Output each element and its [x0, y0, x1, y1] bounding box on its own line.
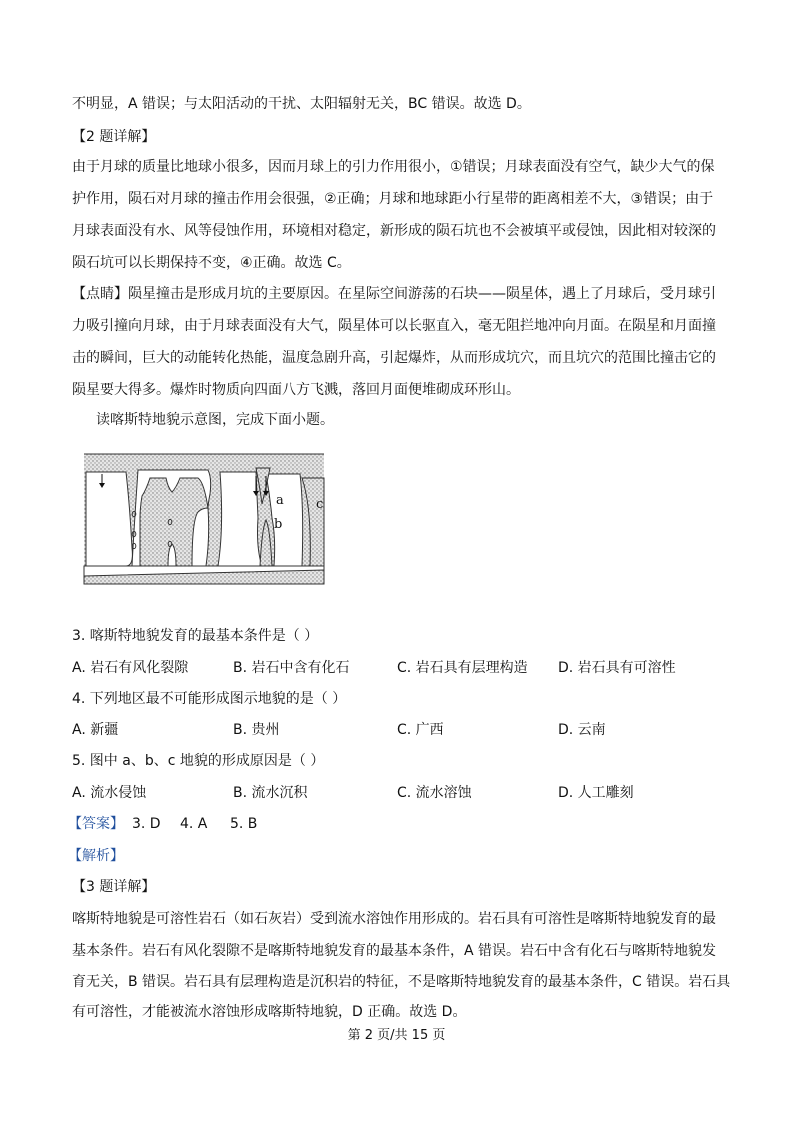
question-5: 5. 图中 a、b、c 地貌的形成原因是（ ） [72, 753, 325, 769]
paragraph-line: 护作用，陨石对月球的撞击作用会很强，②正确；月球和地球距小行星带的距离相差不大，③错误；由于 [72, 191, 714, 207]
q4-option-a: A. 新疆 [72, 722, 119, 738]
answer-5: 5. B [230, 816, 258, 832]
label-a: a [276, 493, 284, 508]
q5-option-d: D. 人工雕刻 [558, 785, 634, 801]
q3-option-c: C. 岩石具有层理构造 [397, 660, 528, 676]
paragraph-line: 育无关，B 错误。岩石具有层理构造是沉积岩的特征，不是喀斯特地貌发育的最基本条件，C 错误。岩石具 [72, 974, 731, 990]
tip-line: 陨星要大得多。爆炸时物质向四面八方飞溅，落回月面便堆砌成环形山。 [72, 382, 520, 398]
q3-option-a: A. 岩石有风化裂隙 [72, 660, 189, 676]
paragraph-line: 由于月球的质量比地球小很多，因而月球上的引力作用很小，①错误；月球表面没有空气，缺少大气的保 [72, 159, 715, 175]
q5-option-c: C. 流水溶蚀 [397, 785, 472, 801]
page-footer: 第 2 页/共 15 页 [347, 1028, 446, 1043]
q5-option-b: B. 流水沉积 [233, 785, 308, 801]
q4-option-b: B. 贵州 [233, 722, 280, 738]
answer-label: 【答案】 [68, 816, 124, 832]
question-4: 4. 下列地区最不可能形成图示地貌的是（ ） [72, 691, 347, 707]
paragraph-line: 月球表面没有水、风等侵蚀作用，环境相对稳定，新形成的陨石坑也不会被填平或侵蚀，因此相对较深的 [72, 223, 716, 239]
figure-intro: 读喀斯特地貌示意图，完成下面小题。 [96, 412, 334, 428]
q5-option-a: A. 流水侵蚀 [72, 785, 147, 801]
label-c: c [316, 497, 324, 512]
question-3: 3. 喀斯特地貌发育的最基本条件是（ ） [72, 628, 319, 644]
paragraph-line: 有可溶性，才能被流水溶蚀形成喀斯特地貌，D 正确。故选 D。 [72, 1004, 467, 1020]
paragraph-line: 不明显，A 错误；与太阳活动的干扰、太阳辐射无关，BC 错误。故选 D。 [72, 96, 531, 112]
section-heading: 【2 题详解】 [72, 129, 156, 145]
analysis-label: 【解析】 [68, 848, 124, 864]
tip-line: 【点睛】陨星撞击是形成月坑的主要原因。在星际空间游荡的石块——陨星体，遇上了月球后，受月球引 [72, 286, 716, 302]
section-heading: 【3 题详解】 [72, 879, 156, 895]
answer-3: 3. D [132, 816, 161, 832]
q4-option-c: C. 广西 [397, 722, 444, 738]
tip-line: 击的瞬间，巨大的动能转化热能，温度急剧升高，引起爆炸，从而形成坑穴，而且坑穴的范围比撞击它的 [72, 350, 716, 366]
karst-diagram [80, 448, 336, 594]
q3-option-b: B. 岩石中含有化石 [233, 660, 350, 676]
q3-option-d: D. 岩石具有可溶性 [558, 660, 676, 676]
paragraph-line: 喀斯特地貌是可溶性岩石（如石灰岩）受到流水溶蚀作用形成的。岩石具有可溶性是喀斯特地貌发育的最 [72, 911, 716, 927]
answer-4: 4. A [180, 816, 208, 832]
paragraph-line: 基本条件。岩石有风化裂隙不是喀斯特地貌发育的最基本条件，A 错误。岩石中含有化石与喀斯特地貌发 [72, 943, 717, 959]
tip-line: 力吸引撞向月球，由于月球表面没有大气，陨星体可以长驱直入，毫无阻拦地冲向月面。在陨星和月面撞 [72, 318, 716, 334]
label-b: b [274, 517, 283, 532]
paragraph-line: 陨石坑可以长期保持不变，④正确。故选 C。 [72, 255, 351, 271]
q4-option-d: D. 云南 [558, 722, 606, 738]
